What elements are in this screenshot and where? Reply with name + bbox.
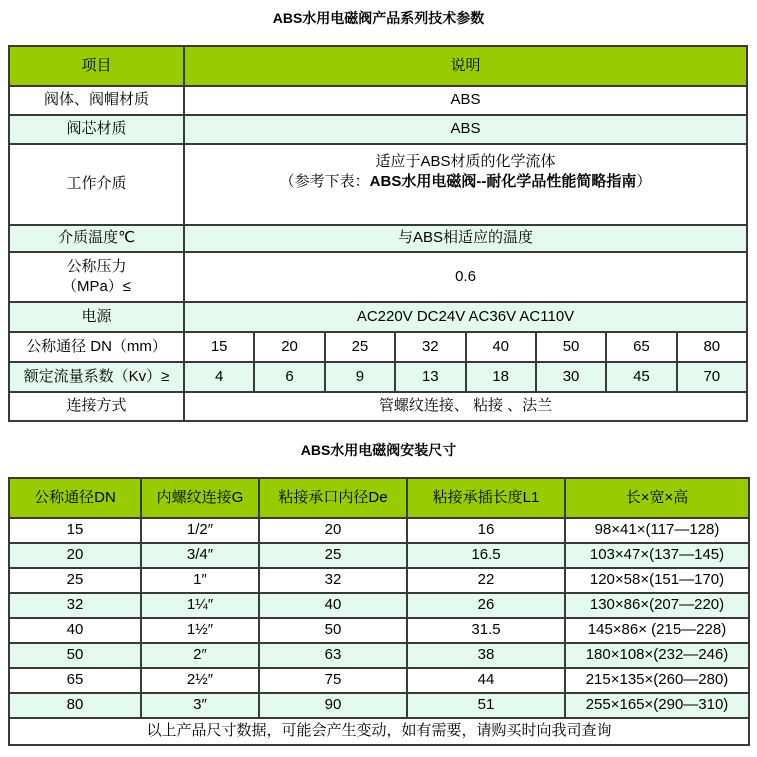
kv-value: 30 bbox=[536, 362, 606, 392]
dim-cell: 90 bbox=[259, 693, 407, 718]
spec-label: 工作介质 bbox=[9, 144, 184, 225]
dim-footer-note: 以上产品尺寸数据，可能会产生变动，如有需要，请购买时向我司查询 bbox=[9, 718, 749, 745]
table-row bbox=[9, 543, 749, 568]
dim-cell: 22 bbox=[407, 568, 565, 593]
dim-cell: 38 bbox=[407, 643, 565, 668]
dim-cell: 2″ bbox=[141, 643, 259, 668]
spec-header-desc: 说明 bbox=[184, 46, 747, 86]
spec-row-flow-coefficient bbox=[9, 362, 747, 392]
dn-value: 32 bbox=[395, 332, 465, 362]
dim-cell: 15 bbox=[9, 518, 141, 543]
dim-cell: 1½″ bbox=[141, 618, 259, 643]
dim-header-row bbox=[9, 478, 749, 518]
kv-value: 13 bbox=[395, 362, 465, 392]
dim-header-socket-id: 粘接承口内径De bbox=[259, 478, 407, 518]
dim-cell: 180×108×(232—246) bbox=[565, 643, 749, 668]
spec-label: 电源 bbox=[9, 302, 184, 332]
dim-cell: 1/2″ bbox=[141, 518, 259, 543]
spec-label: 额定流量系数（Kv）≥ bbox=[9, 362, 184, 392]
dim-cell: 16 bbox=[407, 518, 565, 543]
spec-value: ABS bbox=[184, 86, 747, 115]
dim-cell: 51 bbox=[407, 693, 565, 718]
working-medium-guide-bold: ABS水用电磁阀--耐化学品性能简略指南 bbox=[369, 173, 637, 191]
working-medium-line1: 适应于ABS材质的化学流体 bbox=[375, 153, 556, 170]
table-row bbox=[9, 693, 749, 718]
dim-cell: 103×47×(137—145) bbox=[565, 543, 749, 568]
table-row bbox=[9, 643, 749, 668]
dim-cell: 31.5 bbox=[407, 618, 565, 643]
spec-header-item: 项目 bbox=[9, 46, 184, 86]
dim-cell: 3/4″ bbox=[141, 543, 259, 568]
dn-value: 20 bbox=[254, 332, 324, 362]
spec-table bbox=[8, 45, 748, 422]
kv-value: 6 bbox=[254, 362, 324, 392]
kv-value: 9 bbox=[325, 362, 395, 392]
spec-label: 阀芯材质 bbox=[9, 115, 184, 144]
table-row bbox=[9, 618, 749, 643]
spec-row-nominal-pressure bbox=[9, 252, 747, 302]
dn-value: 80 bbox=[677, 332, 747, 362]
dim-cell: 120×58×(151—170) bbox=[565, 568, 749, 593]
spec-value: ABS bbox=[184, 115, 747, 144]
dim-cell: 44 bbox=[407, 668, 565, 693]
table-row bbox=[9, 668, 749, 693]
spec-row-medium-temperature bbox=[9, 225, 747, 252]
working-medium-line2: （参考下表：ABS水用电磁阀--耐化学品性能简略指南） bbox=[279, 173, 652, 191]
spec-row-power-supply bbox=[9, 302, 747, 332]
dim-cell: 1¼″ bbox=[141, 593, 259, 618]
spec-row-nominal-diameter bbox=[9, 332, 747, 362]
kv-value: 70 bbox=[677, 362, 747, 392]
dim-cell: 80 bbox=[9, 693, 141, 718]
spec-label: 连接方式 bbox=[9, 392, 184, 421]
dim-cell: 2½″ bbox=[141, 668, 259, 693]
dim-footer-row bbox=[9, 718, 749, 745]
dim-cell: 26 bbox=[407, 593, 565, 618]
dim-cell: 65 bbox=[9, 668, 141, 693]
dim-cell: 255×165×(290—310) bbox=[565, 693, 749, 718]
spec-header-row bbox=[9, 46, 747, 86]
spec-label: 公称通径 DN（mm） bbox=[9, 332, 184, 362]
dim-header-dn: 公称通径DN bbox=[9, 478, 141, 518]
table-row bbox=[9, 593, 749, 618]
dim-header-lwh: 长×宽×高 bbox=[565, 478, 749, 518]
dim-cell: 20 bbox=[259, 518, 407, 543]
dim-cell: 40 bbox=[259, 593, 407, 618]
table-row bbox=[9, 568, 749, 593]
spec-value: 0.6 bbox=[184, 252, 747, 302]
dim-cell: 145×86× (215—228) bbox=[565, 618, 749, 643]
spec-label: 介质温度℃ bbox=[9, 225, 184, 252]
dimension-table bbox=[8, 477, 750, 746]
dim-cell: 130×86×(207—220) bbox=[565, 593, 749, 618]
dn-value: 65 bbox=[606, 332, 676, 362]
table-row bbox=[9, 518, 749, 543]
kv-value: 45 bbox=[606, 362, 676, 392]
spec-row-core-material bbox=[9, 115, 747, 144]
dn-value: 25 bbox=[325, 332, 395, 362]
dim-header-insert-length: 粘接承插长度L1 bbox=[407, 478, 565, 518]
dim-cell: 50 bbox=[9, 643, 141, 668]
dim-header-thread: 内螺纹连接G bbox=[141, 478, 259, 518]
dn-value: 50 bbox=[536, 332, 606, 362]
dim-cell: 98×41×(117—128) bbox=[565, 518, 749, 543]
spec-row-body-material bbox=[9, 86, 747, 115]
dim-cell: 16.5 bbox=[407, 543, 565, 568]
dim-cell: 215×135×(260—280) bbox=[565, 668, 749, 693]
dim-cell: 3″ bbox=[141, 693, 259, 718]
dim-cell: 32 bbox=[259, 568, 407, 593]
kv-value: 4 bbox=[184, 362, 254, 392]
dim-cell: 32 bbox=[9, 593, 141, 618]
dim-cell: 40 bbox=[9, 618, 141, 643]
spec-label: 公称压力 （MPa）≤ bbox=[9, 252, 184, 302]
spec-label: 阀体、阀帽材质 bbox=[9, 86, 184, 115]
dim-cell: 25 bbox=[9, 568, 141, 593]
dim-cell: 50 bbox=[259, 618, 407, 643]
dim-cell: 75 bbox=[259, 668, 407, 693]
spec-row-connection-type bbox=[9, 392, 747, 421]
dim-cell: 1″ bbox=[141, 568, 259, 593]
dim-cell: 20 bbox=[9, 543, 141, 568]
dn-value: 15 bbox=[184, 332, 254, 362]
dim-table-title: ABS水用电磁阀安装尺寸 bbox=[300, 442, 457, 458]
dn-value: 40 bbox=[466, 332, 536, 362]
kv-value: 18 bbox=[466, 362, 536, 392]
spec-value bbox=[184, 144, 747, 225]
spec-row-working-medium bbox=[9, 144, 747, 225]
spec-value: 管螺纹连接、 粘接 、法兰 bbox=[184, 392, 747, 421]
dim-cell: 63 bbox=[259, 643, 407, 668]
spec-value: 与ABS相适应的温度 bbox=[184, 225, 747, 252]
dim-cell: 25 bbox=[259, 543, 407, 568]
spec-table-title: ABS水用电磁阀产品系列技术参数 bbox=[272, 10, 485, 26]
spec-value: AC220V DC24V AC36V AC110V bbox=[184, 302, 747, 332]
